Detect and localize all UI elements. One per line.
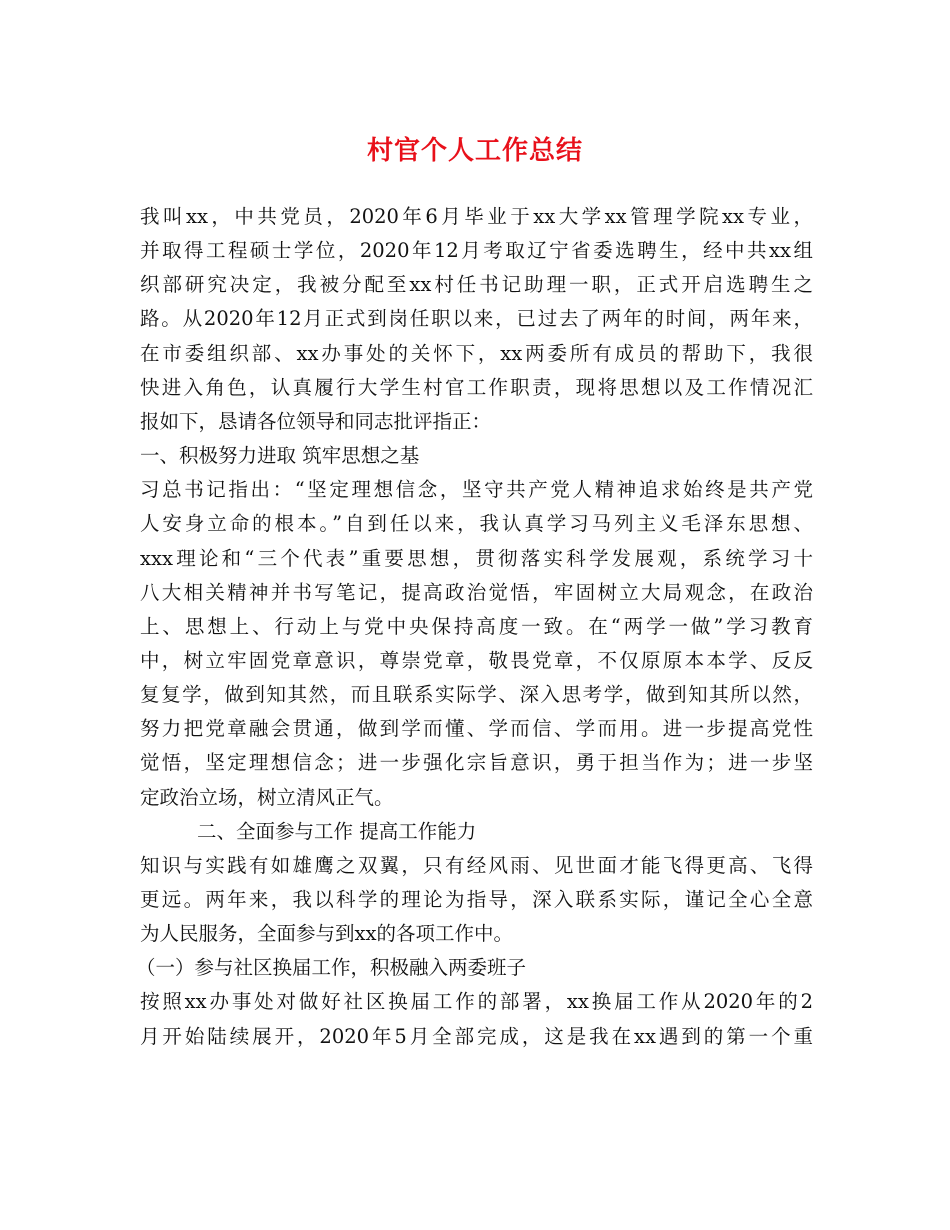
document-title: 村官个人工作总结 xyxy=(366,136,583,166)
body-line: 织部研究决定，我被分配至xx村任书记助理一职，正式开启选聘生之 xyxy=(140,273,813,297)
body-line: 觉悟，坚定理想信念；进一步强化宗旨意识，勇于担当作为；进一步坚 xyxy=(140,751,813,775)
body-line: 复复学，做到知其然，而且联系实际学、深入思考学，做到知其所以然， xyxy=(140,683,813,707)
body-line: 一、积极努力进取 筑牢思想之基 xyxy=(140,444,420,468)
body-line: 我叫xx，中共党员，2020年6月毕业于xx大学xx管理学院xx专业， xyxy=(140,205,813,228)
body-line: （一）参与社区换届工作，积极融入两委班子 xyxy=(136,956,527,980)
body-line: 上、思想上、行动上与党中央保持高度一致。在“两学一做”学习教育 xyxy=(140,614,813,638)
body-line: 路。从2020年12月正式到岗任职以来，已过去了两年的时间，两年来， xyxy=(140,307,813,331)
body-line: 中，树立牢固党章意识，尊崇党章，敬畏党章，不仅原原本本学、反反 xyxy=(140,648,813,672)
body-line: 快进入角色，认真履行大学生村官工作职责，现将思想以及工作情况汇 xyxy=(140,375,813,399)
body-line: 在市委组织部、xx办事处的关怀下，xx两委所有成员的帮助下，我很 xyxy=(140,341,813,365)
body-line: 知识与实践有如雄鹰之双翼，只有经风雨、见世面才能飞得更高、飞得 xyxy=(140,853,813,877)
body-line: 月开始陆续展开，2020年5月全部完成，这是我在xx遇到的第一个重 xyxy=(140,1024,813,1048)
body-line: 按照xx办事处对做好社区换届工作的部署，xx换届工作从2020年的2 xyxy=(140,990,813,1014)
body-line: 并取得工程硕士学位，2020年12月考取辽宁省委选聘生，经中共xx组 xyxy=(140,239,813,263)
body-line: xxx理论和“三个代表”重要思想，贯彻落实科学发展观，系统学习十 xyxy=(140,546,813,570)
body-line: 更远。两年来，我以科学的理论为指导，深入联系实际，谨记全心全意 xyxy=(140,888,813,911)
body-line: 二、全面参与工作 提高工作能力 xyxy=(197,819,477,843)
body-line: 习总书记指出：“坚定理想信念，坚守共产党人精神追求始终是共产党 xyxy=(140,478,813,502)
body-line: 人安身立命的根本。”自到任以来，我认真学习马列主义毛泽东思想、 xyxy=(140,512,813,536)
body-line: 报如下，恳请各位领导和同志批评指正： xyxy=(140,409,492,433)
body-line: 定政治立场，树立清风正气。 xyxy=(140,785,394,809)
body-line: 努力把党章融会贯通，做到学而懂、学而信、学而用。进一步提高党性 xyxy=(140,717,813,741)
body-line: 为人民服务，全面参与到xx的各项工作中。 xyxy=(140,922,513,946)
body-line: 八大相关精神并书写笔记，提高政治觉悟，牢固树立大局观念，在政治 xyxy=(140,580,813,604)
